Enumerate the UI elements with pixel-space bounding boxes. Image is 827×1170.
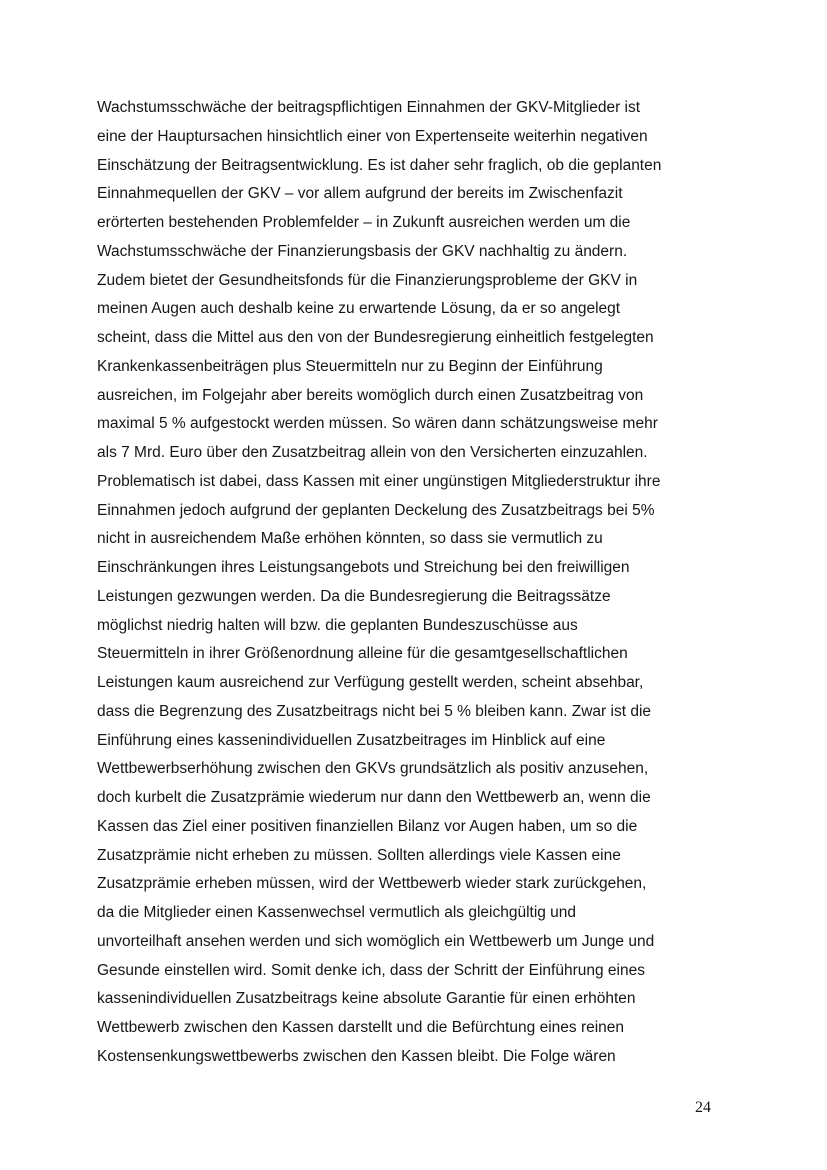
text-line: Wachstumsschwäche der beitragspflichtigen Einnahmen der GKV-Mitglieder ist (97, 99, 641, 116)
text-line: kassenindividuellen Zusatzbeitrags keine absolute Garantie für einen erhöhten (97, 990, 636, 1008)
text-line: nicht in ausreichendem Maße erhöhen könnten, so dass sie vermutlich zu (97, 530, 603, 548)
text-line: ausreichen, im Folgejahr aber bereits womöglich durch einen Zusatzbeitrag von (97, 386, 644, 404)
text-line: Wettbewerbserhöhung zwischen den GKVs grundsätzlich als positiv anzusehen, (97, 760, 649, 778)
text-line: dass die Begrenzung des Zusatzbeitrags nicht bei 5 % bleiben kann. Zwar ist die (97, 702, 652, 720)
text-line: meinen Augen auch deshalb keine zu erwartende Lösung, da er so angelegt (97, 300, 621, 318)
text-line: Problematisch ist dabei, dass Kassen mit einer ungünstigen Mitgliederstruktur ihre (97, 472, 661, 490)
text-line: Einnahmen jedoch aufgrund der geplanten Deckelung des Zusatzbeitrags bei 5% (97, 501, 655, 519)
body-text-block (97, 94, 742, 1072)
text-line: Steuermitteln in ihrer Größenordnung alleine für die gesamtgesellschaftlichen (97, 645, 628, 663)
text-line: Krankenkassenbeiträgen plus Steuermitteln nur zu Beginn der Einführung (97, 357, 603, 375)
text-line: Wettbewerb zwischen den Kassen darstellt und die Befürchtung eines reinen (97, 1019, 625, 1036)
text-line: Einschätzung der Beitragsentwicklung. Es ist daher sehr fraglich, ob die geplanten (97, 156, 662, 174)
page-number: 24 (695, 1099, 711, 1116)
text-line: Zudem bietet der Gesundheitsfonds für die Finanzierungsprobleme der GKV in (97, 271, 638, 289)
text-line: scheint, dass die Mittel aus den von der Bundesregierung einheitlich festgelegten (97, 329, 654, 346)
text-line: unvorteilhaft ansehen werden und sich womöglich ein Wettbewerb um Junge und (97, 932, 655, 950)
text-line: da die Mitglieder einen Kassenwechsel vermutlich als gleichgültig und (97, 904, 577, 921)
text-line: Einnahmequellen der GKV – vor allem aufgrund der bereits im Zwischenfazit (97, 185, 623, 203)
text-line: Zusatzprämie nicht erheben zu müssen. Sollten allerdings viele Kassen eine (97, 846, 621, 864)
text-line: Einführung eines kassenindividuellen Zusatzbeitrages im Hinblick auf eine (97, 731, 606, 749)
text-line: Kostensenkungswettbewerbs zwischen den Kassen bleibt. Die Folge wären (97, 1047, 616, 1065)
text-line: doch kurbelt die Zusatzprämie wiederum nur dann den Wettbewerb an, wenn die (97, 789, 651, 806)
text-line: eine der Hauptursachen hinsichtlich einer von Expertenseite weiterhin negativen (97, 127, 648, 145)
text-line: Einschränkungen ihres Leistungsangebots und Streichung bei den freiwilligen (97, 559, 630, 576)
text-line: möglichst niedrig halten will bzw. die geplanten Bundeszuschüsse aus (97, 616, 578, 634)
text-line: Wachstumsschwäche der Finanzierungsbasis der GKV nachhaltig zu ändern. (97, 242, 628, 260)
text-line: erörterten bestehenden Problemfelder – in Zukunft ausreichen werden um die (97, 214, 631, 231)
text-line: Kassen das Ziel einer positiven finanziellen Bilanz vor Augen haben, um so die (97, 817, 638, 835)
text-line: maximal 5 % aufgestockt werden müssen. So wären dann schätzungsweise mehr (97, 415, 658, 433)
text-line: als 7 Mrd. Euro über den Zusatzbeitrag allein von den Versicherten einzuzahlen. (97, 444, 648, 461)
text-line: Leistungen kaum ausreichend zur Verfügung gestellt werden, scheint absehbar, (97, 674, 644, 691)
text-line: Leistungen gezwungen werden. Da die Bundesregierung die Beitragssätze (97, 587, 611, 605)
text-line: Zusatzprämie erheben müssen, wird der Wettbewerb wieder stark zurückgehen, (97, 875, 647, 893)
text-line: Gesunde einstellen wird. Somit denke ich, dass der Schritt der Einführung eines (97, 961, 645, 979)
